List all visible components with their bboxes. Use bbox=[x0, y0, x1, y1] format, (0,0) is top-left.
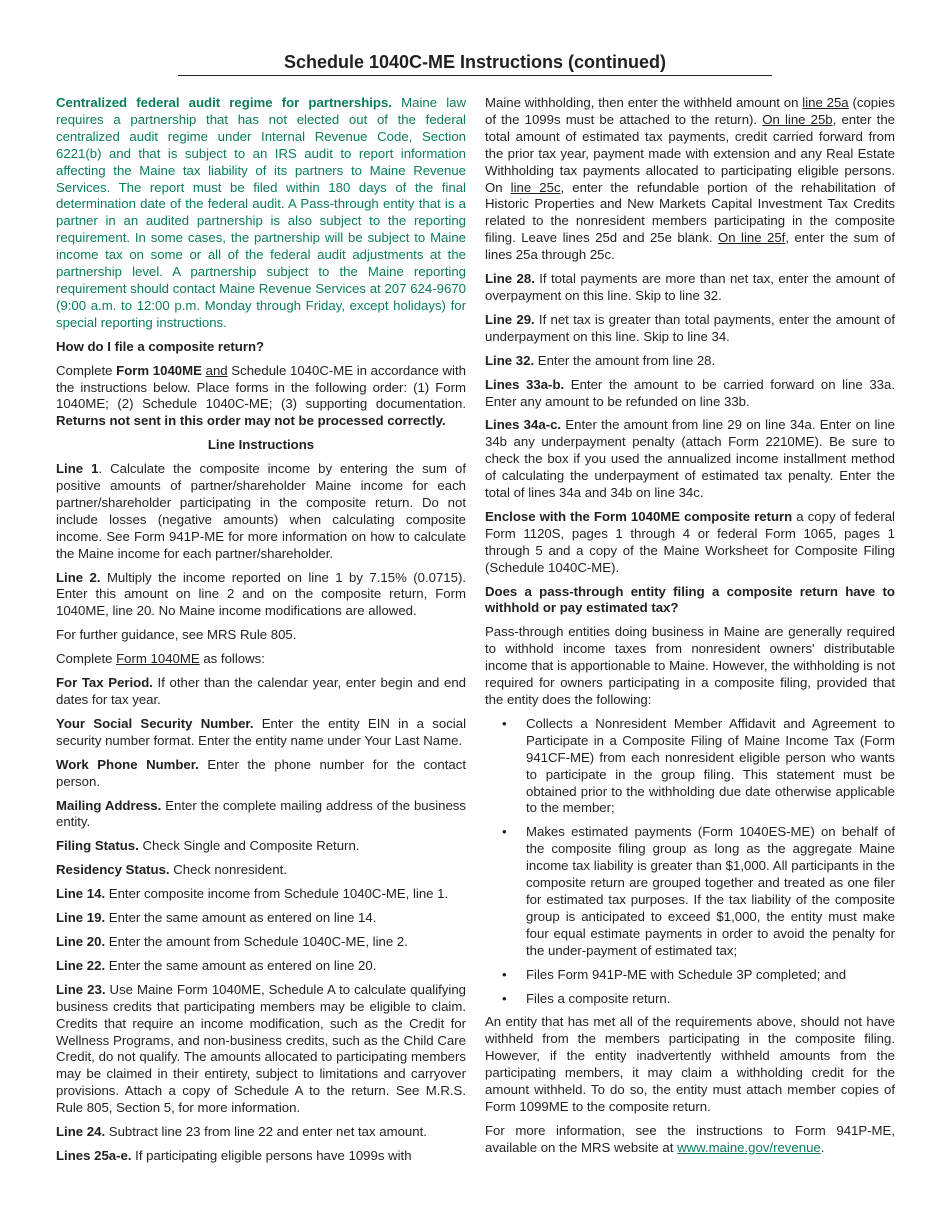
line20-body: Enter the amount from Schedule 1040C-ME, line 2. bbox=[105, 933, 408, 949]
line28-heading: Line 28. bbox=[485, 271, 535, 287]
line1-heading: Line 1 bbox=[56, 461, 99, 477]
complete-form-paragraph bbox=[56, 651, 466, 668]
enclose-body: a copy of federal Form 1120S, pages 1 through 4 or federal Form 1065, pages 1 through 5 and a copy of the Maine Worksheet for Composite Filing (Schedule 1040C-ME). bbox=[485, 508, 895, 575]
line32-paragraph bbox=[485, 353, 895, 370]
line22-body: Enter the same amount as entered on line 20. bbox=[105, 957, 377, 973]
more-info-text: For more information, see the instructions to Form 941P-ME, available on the MRS website at bbox=[485, 1122, 895, 1155]
tax-period-heading: For Tax Period. bbox=[56, 675, 153, 691]
filing-heading: Filing Status. bbox=[56, 838, 139, 854]
phone-body: Enter the phone number for the contact person. bbox=[56, 756, 466, 789]
bullet-icon: • bbox=[502, 966, 507, 982]
line34-paragraph bbox=[485, 417, 895, 502]
mail-paragraph bbox=[56, 798, 466, 832]
line32-body: Enter the amount from line 28. bbox=[534, 352, 716, 368]
residency-heading: Residency Status. bbox=[56, 862, 170, 878]
cont-text-1: Maine withholding, then enter the withheld amount on bbox=[485, 95, 803, 110]
line24-paragraph bbox=[56, 1124, 466, 1141]
howto-heading: How do I file a composite return? bbox=[56, 338, 265, 354]
line19-paragraph bbox=[56, 910, 466, 927]
audit-body: Maine law requires a partnership that has not elected out of the federal centralized audit regime under Internal Revenue Code, Section 6221(b) and that is subject to an IRS audit to report information affecting the Maine tax liability of its partners to Maine Revenue Services. The report must be filed within 180 days of the final determination date of the federal audit. A Pass-through entity that is a partner in an audited partnership is also subject to the reporting requirement. In some cases, the partnership will be subject to Maine income tax on some or all of the federal audit adjustments at the partnership level. A partnership subject to the Maine reporting requirement should contact Maine Revenue Services at 207 624-9670 (9:00 a.m. to 12:00 p.m. Monday through Friday, except holidays) for special reporting instructions. bbox=[56, 95, 467, 330]
cont-line25c: line 25c bbox=[510, 179, 561, 195]
complete-form-text-2: as follows: bbox=[199, 651, 265, 667]
line25-continued-paragraph bbox=[485, 95, 895, 264]
list-item bbox=[485, 991, 895, 1008]
line24-heading: Line 24. bbox=[56, 1124, 106, 1140]
line34-body: Enter the amount from line 29 on line 34a. Enter on line 34b any underpayment penalty (attach Form 2210ME). Be sure to check the box if you used the annualized income installment method of calculating the underpayment of estimated tax penalty. Enter the total of lines 34a and 34b on line 34c. bbox=[485, 417, 896, 501]
audit-heading: Centralized federal audit regime for partnerships. bbox=[56, 95, 392, 110]
cont-text-2: (copies of the 1099s must be attached to the return). bbox=[485, 95, 895, 127]
filing-body: Check Single and Composite Return. bbox=[138, 838, 360, 854]
line2-paragraph bbox=[56, 570, 466, 621]
line-instructions-heading: Line Instructions bbox=[207, 437, 315, 453]
complete-paragraph bbox=[56, 363, 466, 431]
line19-body: Enter the same amount as entered on line 14. bbox=[105, 910, 377, 926]
line19-heading: Line 19. bbox=[56, 910, 106, 926]
line32-heading: Line 32. bbox=[485, 352, 535, 368]
ssn-heading: Your Social Security Number. bbox=[56, 715, 254, 731]
line22-heading: Line 22. bbox=[56, 957, 106, 973]
line23-paragraph bbox=[56, 982, 466, 1117]
revenue-website-link[interactable]: www.maine.gov/revenue bbox=[677, 1139, 821, 1155]
filing-paragraph bbox=[56, 838, 466, 855]
guidance-paragraph: For further guidance, see MRS Rule 805. bbox=[56, 627, 297, 643]
list-item bbox=[485, 716, 895, 817]
question-body: Pass-through entities doing business in Maine are generally required to withhold income taxes from nonresident owners' distributable income that is apportionable to Maine. However, the withholding is not required for owners participating in a composite filing, provided that the entity does the following: bbox=[485, 624, 895, 707]
enclose-paragraph bbox=[485, 509, 895, 577]
question-heading: Does a pass-through entity filing a composite return have to withhold or pay estimated tax? bbox=[485, 583, 895, 616]
requirements-list bbox=[485, 716, 895, 1008]
line25-body: If participating eligible persons have 1099s with bbox=[131, 1147, 412, 1163]
line20-paragraph bbox=[56, 934, 466, 951]
cont-line25b: On line 25b bbox=[762, 111, 833, 127]
line1-paragraph bbox=[56, 461, 466, 562]
bullet-icon: • bbox=[502, 990, 507, 1006]
line29-body: If net tax is greater than total payments, enter the amount of underpayment on this line. Skip to line 34. bbox=[485, 311, 895, 344]
list-item-text: Makes estimated payments (Form 1040ES-ME) on behalf of the composite filing group as long as the aggregate Maine income tax liability is greater than $1,000. All participants in the composite return are grouped together and treated as one filer for estimated tax purposes. If the tax liability of the composite group is anticipated to exceed $1,000, the entity must make four equal estimate payments in order to avoid the penalty for the under-payment of estimated tax; bbox=[526, 824, 895, 958]
and-word: and bbox=[205, 362, 228, 378]
mail-body: Enter the complete mailing address of the business entity. bbox=[56, 797, 466, 830]
line20-heading: Line 20. bbox=[56, 933, 106, 949]
complete-text-2: Schedule 1040C-ME in accordance with the instructions below. Place forms in the following order: (1) Form 1040ME; (2) Schedule 1040C-ME; (3) supporting documentation. bbox=[56, 362, 466, 412]
tax-period-body: If other than the calendar year, enter begin and end dates for tax year. bbox=[56, 675, 466, 707]
line34-heading: Lines 34a-c. bbox=[485, 417, 562, 433]
line25-heading: Lines 25a-e. bbox=[56, 1147, 132, 1163]
enclose-heading: Enclose with the Form 1040ME composite return bbox=[485, 508, 793, 524]
phone-paragraph bbox=[56, 757, 466, 791]
residency-paragraph bbox=[56, 862, 466, 879]
page-title: Schedule 1040C-ME Instructions (continued) bbox=[178, 52, 772, 76]
ssn-paragraph bbox=[56, 716, 466, 750]
complete-form-link: Form 1040ME bbox=[116, 651, 200, 667]
line33-heading: Lines 33a-b. bbox=[485, 376, 565, 392]
list-item bbox=[485, 967, 895, 984]
line28-paragraph bbox=[485, 271, 895, 305]
line29-paragraph bbox=[485, 312, 895, 346]
line1-body: . Calculate the composite income by entering the sum of positive amounts of partner/shareholder Maine income for each partner/shareholder participating in the composite return. Do not include losses (negative amounts) when calculating composite income. See Form 941P-ME for more information on how to calculate the Maine income for each partner/shareholder. bbox=[56, 461, 466, 561]
line2-heading: Line 2. bbox=[56, 569, 101, 585]
list-item bbox=[485, 824, 895, 959]
form-name: Form 1040ME bbox=[116, 362, 202, 378]
residency-body: Check nonresident. bbox=[169, 862, 287, 878]
line22-paragraph bbox=[56, 958, 466, 975]
list-item-text: Files a composite return. bbox=[526, 990, 671, 1006]
cont-text-4: , enter the refundable portion of the rehabilitation of Historic Properties and New Markets Capital Investment Tax Credits related to the nonresident members participating in the composite filing. Leave lines 25d and 25e blank. bbox=[485, 179, 895, 246]
line14-heading: Line 14. bbox=[56, 886, 106, 902]
more-info-period: . bbox=[820, 1139, 825, 1155]
line28-body: If total payments are more than net tax, enter the amount of overpayment on this line. Skip to line 32. bbox=[485, 271, 895, 303]
tax-period-paragraph bbox=[56, 675, 466, 709]
cont-line25f: On line 25f bbox=[718, 230, 786, 246]
cont-text-3: , enter the total amount of estimated tax payments, credit carried forward from the prior tax year, payment made with extension and any Real Estate Withholding tax payments allocated to participating eligible persons. On bbox=[485, 111, 895, 195]
line23-heading: Line 23. bbox=[56, 981, 106, 997]
ssn-body: Enter the entity EIN in a social security number format. Enter the entity name under Your Last Name. bbox=[56, 715, 466, 748]
entity-paragraph: An entity that has met all of the requirements above, should not have withheld from the members participating in the composite filing. However, if the entity inadvertently withheld amounts from the participating members, it may claim a withholding credit for the amount withheld. To do so, the entity must attach member copies of Form 1099ME to the composite return. bbox=[485, 1014, 895, 1114]
list-item-text: Files Form 941P-ME with Schedule 3P completed; and bbox=[526, 966, 847, 982]
line14-body: Enter composite income from Schedule 1040C-ME, line 1. bbox=[105, 886, 449, 902]
line23-body: Use Maine Form 1040ME, Schedule A to calculate qualifying business credits that participating members may be eligible to claim. Credits that require an income modification, such as the Credit for Wellness Programs, and non-business credits, such as the Child Care Credit, do not qualify. The amounts allocated to participating members may be claimed in their entirety, subject to limitations and carryover provisions. Attach a copy of Schedule A to the return. See M.R.S. Rule 805, Section 5, for more information. bbox=[56, 981, 466, 1116]
right-column bbox=[485, 95, 895, 1164]
audit-paragraph bbox=[56, 95, 466, 332]
line33-body: Enter the amount to be carried forward on line 33a. Enter any amount to be refunded on line 33b. bbox=[485, 376, 895, 409]
left-column bbox=[56, 95, 466, 1172]
list-item-text: Collects a Nonresident Member Affidavit and Agreement to Participate in a Composite Filing of Maine Income Tax (Form 941CF-ME) from each nonresident eligible person who wants to participate in the group filing. This statement must be obtained prior to the withholding due date otherwise applicable to the member; bbox=[526, 715, 895, 816]
line29-heading: Line 29. bbox=[485, 311, 535, 327]
line14-paragraph bbox=[56, 886, 466, 903]
cont-line25a: line 25a bbox=[802, 95, 849, 110]
cont-text-5: , enter the sum of lines 25a through 25c. bbox=[485, 230, 896, 263]
line24-body: Subtract line 23 from line 22 and enter net tax amount. bbox=[105, 1124, 427, 1140]
more-info-paragraph bbox=[485, 1123, 895, 1157]
bullet-icon: • bbox=[502, 715, 507, 731]
complete-text-1: Complete bbox=[56, 362, 117, 378]
complete-form-text-1: Complete bbox=[56, 651, 117, 667]
returns-warning: Returns not sent in this order may not be processed correctly. bbox=[56, 413, 446, 429]
line33-paragraph bbox=[485, 377, 895, 411]
line2-body: Multiply the income reported on line 1 by 7.15% (0.0715). Enter this amount on line 2 and on the composite return, Form 1040ME, line 20. No Maine income modifications are allowed. bbox=[56, 569, 466, 619]
bullet-icon: • bbox=[502, 824, 507, 840]
line25-paragraph bbox=[56, 1148, 466, 1165]
mail-heading: Mailing Address. bbox=[56, 797, 162, 813]
phone-heading: Work Phone Number. bbox=[56, 756, 199, 772]
